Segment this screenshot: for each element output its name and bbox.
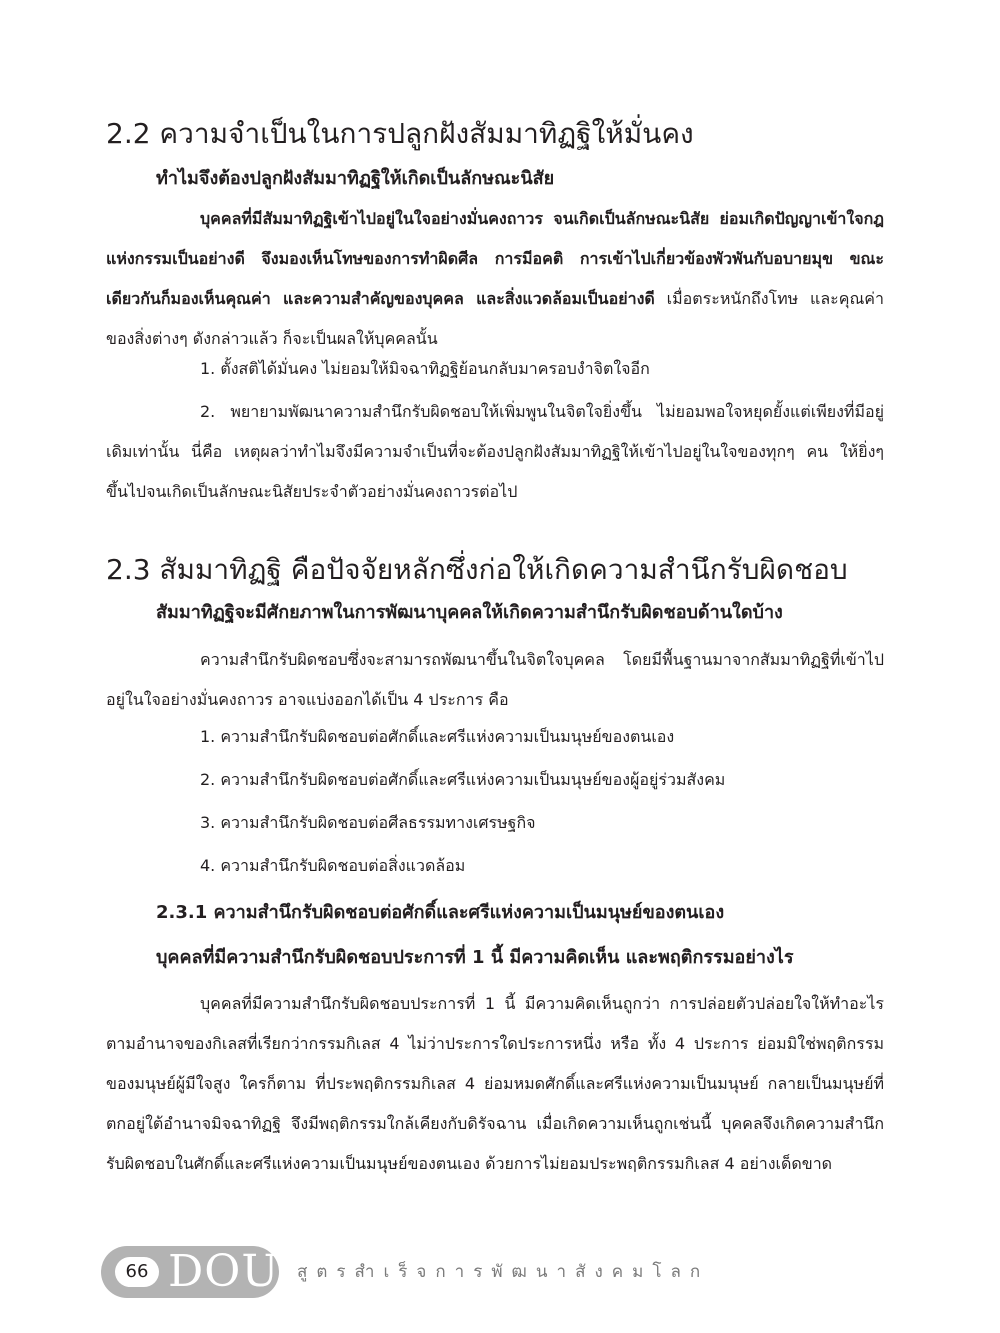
section-2-2-paragraph-1 bbox=[106, 199, 884, 359]
page-number: 66 bbox=[115, 1257, 159, 1287]
dou-logo: DOU bbox=[168, 1246, 280, 1297]
paragraph-1-text: เมื่อตระหนักถึงโทษ และคุณค่าของสิ่งต่างๆ ดังกล่าวแล้ว ก็จะเป็นผลให้บุคคลนั้น bbox=[106, 289, 884, 348]
responsibility-item-4: 4. ความสำนึกรับผิดชอบต่อสิ่งแวดล้อม bbox=[200, 856, 466, 875]
section-2-3-intro: ความสำนึกรับผิดชอบซึ่งจะสามารถพัฒนาขึ้นในจิตใจบุคคล โดยมีพื้นฐานมาจากสัมมาทิฏฐิที่เข้าไปอยู่ในใจอย่างมั่นคงถาวร อาจแบ่งออกได้เป็น 4 ประการ คือ bbox=[106, 650, 884, 709]
responsibility-item-1: 1. ความสำนึกรับผิดชอบต่อศักดิ์และศรีแห่งความเป็นมนุษย์ของตนเอง bbox=[200, 727, 675, 746]
section-2-3-1-question: บุคคลที่มีความสำนึกรับผิดชอบประการที่ 1 นี้ มีความคิดเห็น และพฤติกรรมอย่างไร bbox=[156, 947, 794, 968]
book-title: สูตรสำเร็จการพัฒนาสังคมโลก bbox=[297, 1262, 710, 1282]
responsibility-item-3: 3. ความสำนึกรับผิดชอบต่อศีลธรรมทางเศรษฐกิจ bbox=[200, 813, 536, 832]
responsibility-item-2: 2. ความสำนึกรับผิดชอบต่อศักดิ์และศรีแห่งความเป็นมนุษย์ของผู้อยู่ร่วมสังคม bbox=[200, 770, 726, 789]
section-2-2-item-1: 1. ตั้งสติได้มั่นคง ไม่ยอมให้มิจฉาทิฏฐิย้อนกลับมาครอบงำจิตใจอีก bbox=[200, 359, 650, 378]
paragraph-1-bold-text: บุคคลที่มีสัมมาทิฏฐิเข้าไปอยู่ในใจอย่างมั่นคงถาวร จนเกิดเป็นลักษณะนิสัย ย่อมเกิดปัญญาเข้าใจกฎแห่งกรรมเป็นอย่างดี จึงมองเห็นโทษของการทำผิดศีล การมีอคติ การเข้าไปเกี่ยวข้องพัวพันกับอบายมุข ขณะเดียวกันก็มองเห็นคุณค่า และความสำคัญของบุคคล และสิ่งแวดล้อมเป็นอย่างดี bbox=[106, 209, 884, 308]
section-2-3-question: สัมมาทิฏฐิจะมีศักยภาพในการพัฒนาบุคคลให้เกิดความสำนึกรับผิดชอบด้านใดบ้าง bbox=[156, 602, 783, 623]
section-2-3-1-body: บุคคลที่มีความสำนึกรับผิดชอบประการที่ 1 นี้ มีความคิดเห็นถูกว่า การปล่อยตัวปล่อยใจให้ทำอะไรตามอำนาจของกิเลสที่เรียกว่ากรรมกิเลส 4 ไม่ว่าประการใดประการหนึ่ง หรือ ทั้ง 4 ประการ ย่อมมิใช่พฤติกรรมของมนุษย์ผู้มีใจสูง ใครก็ตาม ที่ประพฤติกรรมกิเลส 4 ย่อมหมดศักดิ์และศรีแห่งความเป็นมนุษย์ กลายเป็นมนุษย์ที่ตกอยู่ใต้อำนาจมิจฉาทิฏฐิ จึงมีพฤติกรรมใกล้เคียงกับดิรัจฉาน เมื่อเกิดความเห็นถูกเช่นนี้ บุคคลจึงเกิดความสำนึกรับผิดชอบในศักดิ์และศรีแห่งความเป็นมนุษย์ของตนเอง ด้วยการไม่ยอมประพฤติกรรมกิเลส 4 อย่างเด็ดขาด bbox=[106, 994, 884, 1173]
section-2-2-paragraph-2: 2. พยายามพัฒนาความสำนึกรับผิดชอบให้เพิ่มพูนในจิตใจยิ่งขึ้น ไม่ยอมพอใจหยุดยั้งแต่เพียงที่มีอยู่เดิมเท่านั้น นี่คือ เหตุผลว่าทำไมจึงมีความจำเป็นที่จะต้องปลูกฝังสัมมาทิฏฐิให้เข้าไปอยู่ในใจของทุกๆ คน ให้ยิ่งๆ ขึ้นไปจนเกิดเป็นลักษณะนิสัยประจำตัวอย่างมั่นคงถาวรต่อไป bbox=[106, 402, 884, 501]
section-2-2-question: ทำไมจึงต้องปลูกฝังสัมมาทิฏฐิให้เกิดเป็นลักษณะนิสัย bbox=[156, 168, 555, 189]
section-2-3-heading: 2.3 สัมมาทิฏฐิ คือปัจจัยหลักซึ่งก่อให้เกิดความสำนึกรับผิดชอบ bbox=[106, 553, 848, 586]
section-2-3-1-heading: 2.3.1 ความสำนึกรับผิดชอบต่อศักดิ์และศรีแห่งความเป็นมนุษย์ของตนเอง bbox=[156, 902, 725, 923]
section-2-2-heading: 2.2 ความจำเป็นในการปลูกฝังสัมมาทิฏฐิให้มั่นคง bbox=[106, 117, 694, 150]
